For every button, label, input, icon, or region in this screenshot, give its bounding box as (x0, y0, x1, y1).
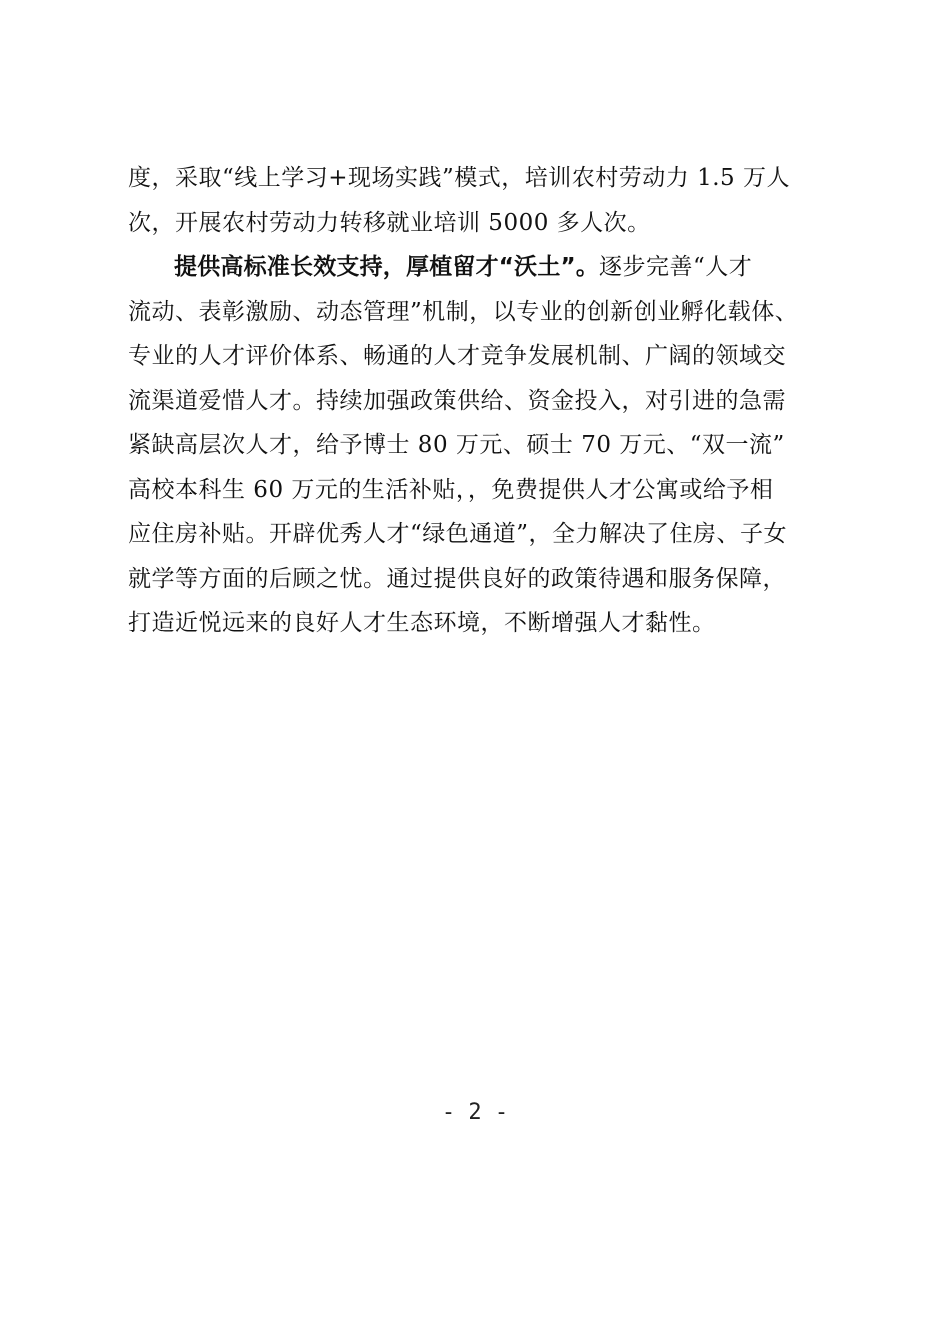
text-line: 度，采取“线上学习+现场实践”模式，培训农村劳动力 1.5 万人 (128, 165, 790, 191)
section-first-line (128, 245, 828, 290)
text-line: 流渠道爱惜人才。持续加强政策供给、资金投入，对引进的急需 (128, 387, 786, 414)
body-text (128, 156, 828, 646)
page-number: - 2 - (441, 1100, 509, 1125)
text-line: 应住房补贴。开辟优秀人才“绿色通道”，全力解决了住房、子女 (128, 521, 788, 547)
text-line: 高校本科生 60 万元的生活补贴，，免费提供人才公寓或给予相 (128, 476, 774, 503)
text-line: 就学等方面的后顾之忧。通过提供良好的政策待遇和服务保障， (128, 565, 786, 592)
text-line: 流动、表彰激励、动态管理”机制，以专业的创新创业孵化载体、 (128, 298, 799, 325)
section-heading: 提供高标准长效支持，厚植留才“沃土”。 (174, 254, 600, 280)
text-line: 次，开展农村劳动力转移就业培训 5000 多人次。 (128, 209, 651, 236)
text-line: 专业的人才评价体系、畅通的人才竞争发展机制、广阔的领域交 (128, 343, 786, 369)
text-line: 紧缺高层次人才，给予博士 80 万元、硕士 70 万元、“双一流” (128, 432, 785, 458)
section-first-line-text: 逐步完善“人才 (599, 254, 753, 280)
text-line: 打造近悦远来的良好人才生态环境，不断增强人才黏性。 (128, 610, 716, 636)
